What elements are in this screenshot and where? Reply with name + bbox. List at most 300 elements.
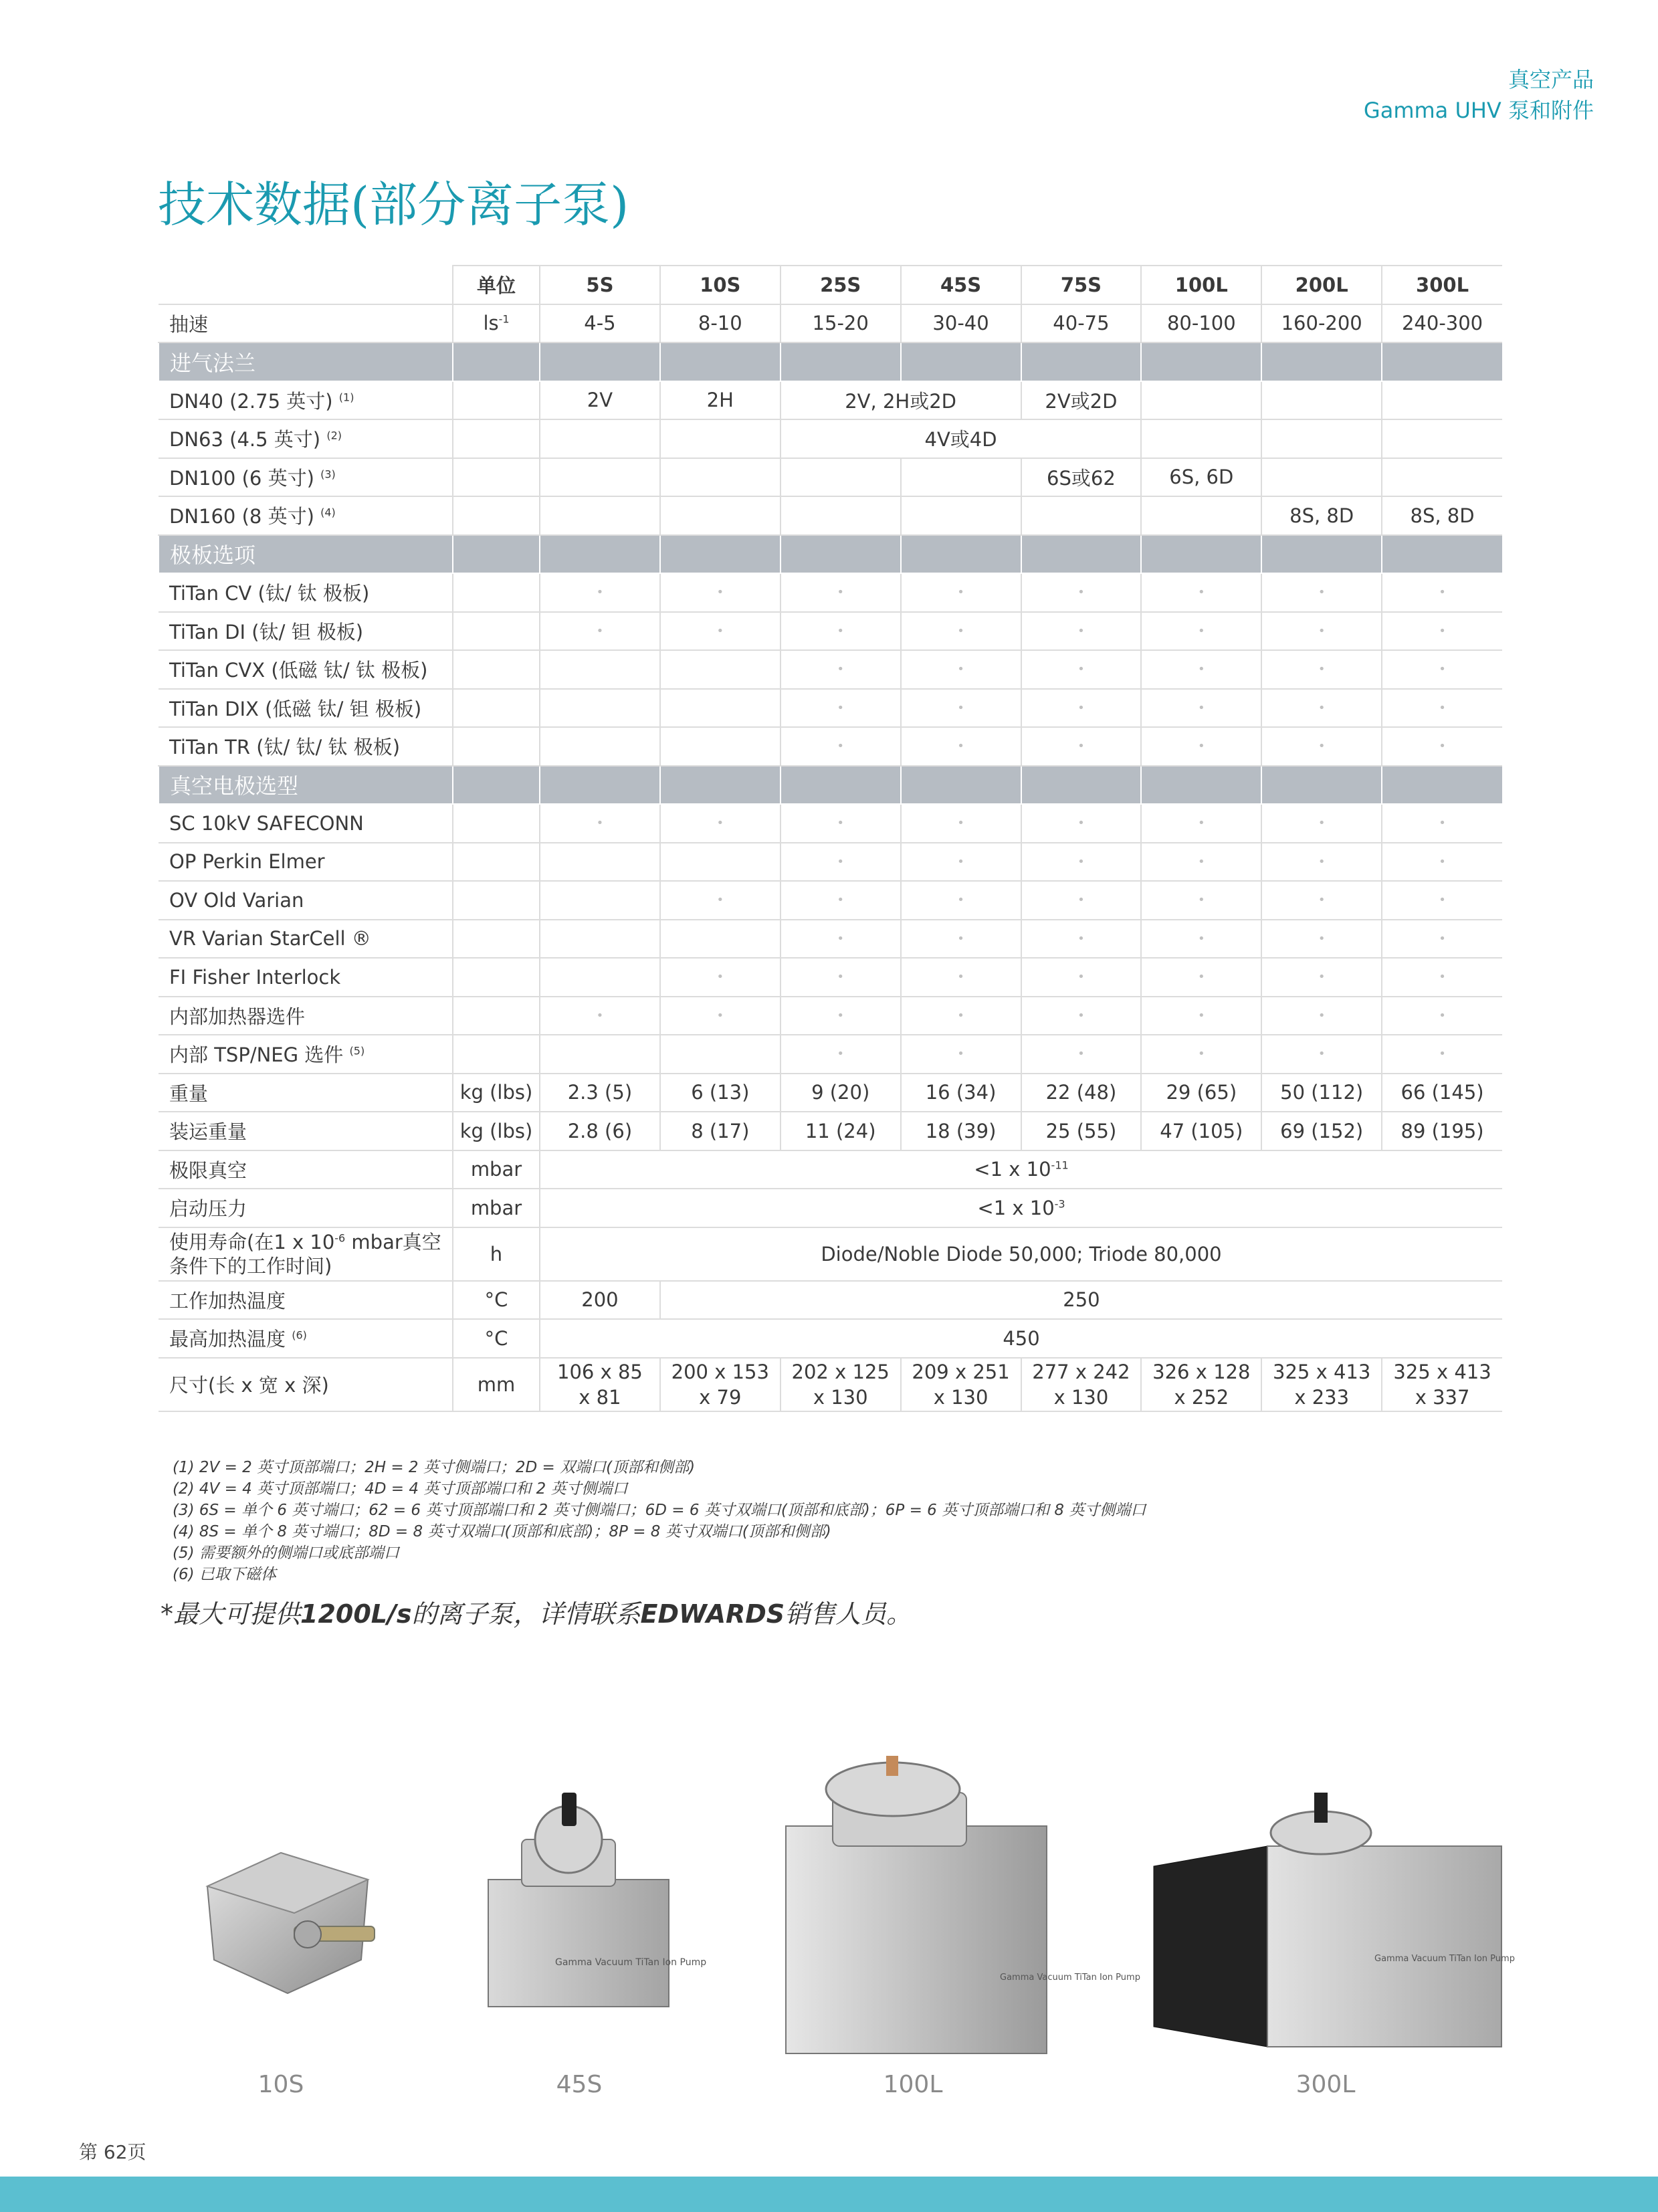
empty-cell (1141, 381, 1261, 420)
flange-value: 6S, 6D (1141, 458, 1261, 497)
availability-dot: • (901, 727, 1021, 766)
section-fill (540, 766, 660, 805)
photo-caption-45s: 45S (556, 2071, 603, 2098)
section-fill (1382, 766, 1502, 805)
table-header-row (159, 266, 1502, 304)
photo-caption-300l: 300L (1296, 2071, 1356, 2098)
dims-line: x 79 (699, 1385, 742, 1409)
row-label-text: 内部 TSP/NEG 选件 (169, 1043, 344, 1067)
unit-cell: kg (lbs) (453, 1074, 540, 1112)
row-label (159, 881, 453, 920)
dims-line: x 81 (579, 1385, 621, 1409)
dims-line: x 130 (813, 1385, 868, 1409)
availability-dot: • (1021, 689, 1142, 728)
section-fill (781, 342, 901, 381)
availability-dot: • (1141, 997, 1261, 1035)
pump-label: Gamma Vacuum TiTan Ion Pump (555, 1957, 707, 1968)
availability-note (161, 1593, 912, 1630)
availability-dot: • (781, 689, 901, 728)
availability-dot: • (901, 573, 1021, 612)
page-title: 技术数据(部分离子泵) (158, 177, 629, 233)
footnote-item: (6) 已取下磁体 (173, 1566, 276, 1583)
unit-cell: mbar (453, 1189, 540, 1227)
section-fill (1141, 766, 1261, 805)
availability-dot: • (660, 804, 781, 843)
section-fill (660, 766, 781, 805)
row-label (159, 1150, 453, 1189)
availability-dot: • (1141, 881, 1261, 920)
section-title: 进气法兰 (159, 342, 453, 381)
row-label-text: 装运重量 (169, 1120, 247, 1144)
row-label-text: TiTan DI (钛/ 钽 极板) (169, 620, 364, 643)
empty-cell (660, 689, 781, 728)
empty-cell (453, 920, 540, 959)
section-fill (901, 766, 1021, 805)
empty-cell (540, 419, 660, 458)
availability-dot: • (660, 881, 781, 920)
row-label (159, 1281, 453, 1320)
ship-weight-value: 2.8 (6) (540, 1112, 660, 1150)
row-label-text: TiTan TR (钛/ 钛/ 钛 极板) (169, 736, 401, 759)
empty-cell (540, 881, 660, 920)
availability-dot: • (901, 997, 1021, 1035)
plate-row (159, 689, 1502, 728)
availability-dot: • (1021, 881, 1142, 920)
dims-value (1021, 1358, 1142, 1411)
availability-dot: • (1141, 612, 1261, 651)
availability-dot: • (781, 997, 901, 1035)
row-label-text: 最高加热温度 (169, 1328, 286, 1351)
pump-10s-image (181, 1826, 395, 2000)
page-number: 第 62页 (79, 2141, 146, 2163)
availability-dot: • (1382, 843, 1502, 882)
empty-cell (660, 458, 781, 497)
empty-cell (453, 1035, 540, 1074)
row-label (159, 843, 453, 882)
availability-dot: • (1021, 804, 1142, 843)
dims-value (781, 1358, 901, 1411)
row-label (159, 1035, 453, 1074)
model-header: 100L (1141, 266, 1261, 304)
availability-dot: • (1141, 1035, 1261, 1074)
unit-cell: h (453, 1227, 540, 1281)
availability-dot: • (901, 612, 1021, 651)
section-fill (660, 535, 781, 574)
ship-weight-value: 69 (152) (1261, 1112, 1382, 1150)
row-label (159, 689, 453, 728)
header-category: 真空产品 (1508, 67, 1594, 92)
footnote-item: (5) 需要额外的侧端口或底部端口 (173, 1544, 399, 1562)
availability-dot: • (1261, 689, 1382, 728)
electrode-row (159, 958, 1502, 997)
availability-dot: • (1261, 612, 1382, 651)
note-text: 的离子泵，详情联系 (411, 1599, 641, 1629)
availability-dot: • (901, 1035, 1021, 1074)
row-label-text: 极限真空 (169, 1159, 247, 1182)
footnote-item: (4) 8S = 单个 8 英寸端口；8D = 8 英寸双端口(顶部和底部)；8P = 8 英寸双端口(顶部和侧部) (173, 1523, 831, 1540)
model-header: 300L (1382, 266, 1502, 304)
row-label (159, 958, 453, 997)
weight-value: 2.3 (5) (540, 1074, 660, 1112)
photo-caption-10s: 10S (257, 2071, 304, 2098)
availability-dot: • (1021, 727, 1142, 766)
availability-dot: • (1382, 804, 1502, 843)
plate-row (159, 612, 1502, 651)
availability-dot: • (1261, 843, 1382, 882)
model-header: 45S (901, 266, 1021, 304)
row-label (159, 573, 453, 612)
row-label (159, 304, 453, 343)
value-base: <1 x 10 (977, 1196, 1055, 1219)
pump-label: Gamma Vacuum TiTan Ion Pump (1000, 1973, 1140, 1983)
empty-cell (453, 958, 540, 997)
flange-value: 8S, 8D (1261, 496, 1382, 535)
plate-row (159, 573, 1502, 612)
availability-dot: • (1382, 958, 1502, 997)
availability-dot: • (1141, 843, 1261, 882)
empty-cell (453, 573, 540, 612)
empty-cell (540, 920, 660, 959)
availability-dot: • (901, 843, 1021, 882)
row-label (159, 1189, 453, 1227)
empty-cell (453, 496, 540, 535)
availability-dot: • (1382, 612, 1502, 651)
dims-line: x 130 (1053, 1385, 1109, 1409)
availability-dot: • (781, 727, 901, 766)
model-header: 25S (781, 266, 901, 304)
availability-dot: • (1382, 650, 1502, 689)
section-fill (1021, 766, 1142, 805)
row-label-text: 条件下的工作时间) (169, 1254, 332, 1278)
availability-dot: • (1261, 573, 1382, 612)
unit-cell: mm (453, 1358, 540, 1411)
empty-cell (540, 650, 660, 689)
temp-value: 250 (660, 1281, 1502, 1320)
section-fill (781, 535, 901, 574)
unit-cell: kg (lbs) (453, 1112, 540, 1150)
weight-value: 50 (112) (1261, 1074, 1382, 1112)
empty-cell (540, 843, 660, 882)
page-header (1364, 64, 1594, 126)
row-label-text: TiTan CV (钛/ 钛 极板) (169, 582, 370, 605)
availability-dot: • (1382, 727, 1502, 766)
speed-value: 240-300 (1382, 304, 1502, 343)
availability-dot: • (1021, 997, 1142, 1035)
value-exponent: -3 (1054, 1197, 1065, 1211)
availability-dot: • (1382, 573, 1502, 612)
availability-dot: • (781, 804, 901, 843)
electrode-row (159, 920, 1502, 959)
availability-dot: • (1141, 689, 1261, 728)
empty-cell (660, 920, 781, 959)
dn63-row (159, 419, 1502, 458)
start-value (540, 1189, 1502, 1227)
availability-dot: • (1382, 689, 1502, 728)
availability-dot: • (1141, 958, 1261, 997)
availability-dot: • (1261, 804, 1382, 843)
availability-dot: • (1141, 804, 1261, 843)
unit-header: 单位 (453, 266, 540, 304)
availability-dot: • (660, 612, 781, 651)
op-temp-row (159, 1281, 1502, 1320)
section-fill (1021, 342, 1142, 381)
availability-dot: • (781, 843, 901, 882)
dims-line: 326 x 128 (1152, 1360, 1251, 1383)
availability-dot: • (660, 573, 781, 612)
dims-line: 325 x 413 (1393, 1360, 1491, 1383)
section-title: 真空电极选型 (159, 766, 453, 805)
empty-cell (660, 650, 781, 689)
empty-cell (453, 997, 540, 1035)
empty-cell (1261, 381, 1382, 420)
availability-dot: • (540, 612, 660, 651)
section-plates (159, 535, 1502, 574)
section-fill (901, 342, 1021, 381)
availability-dot: • (781, 573, 901, 612)
row-label-text: FI Fisher Interlock (169, 965, 341, 989)
availability-dot: • (1261, 881, 1382, 920)
availability-dot: • (1261, 997, 1382, 1035)
availability-dot: • (1021, 612, 1142, 651)
dims-value (540, 1358, 660, 1411)
model-header: 5S (540, 266, 660, 304)
empty-cell (453, 727, 540, 766)
flange-value: 4V或4D (781, 419, 1142, 458)
dims-value (660, 1358, 781, 1411)
empty-cell (1141, 419, 1261, 458)
availability-dot: • (1382, 997, 1502, 1035)
dims-value (1141, 1358, 1261, 1411)
empty-cell (453, 843, 540, 882)
label-exponent: -6 (334, 1231, 346, 1244)
row-label (159, 997, 453, 1035)
note-speed: 1200L/s (300, 1599, 412, 1629)
row-label-text: mbar真空 (345, 1230, 441, 1253)
availability-dot: • (901, 881, 1021, 920)
row-label (159, 1319, 453, 1358)
row-label-text: 内部加热器选件 (169, 1005, 306, 1028)
availability-dot: • (781, 1035, 901, 1074)
row-label (159, 727, 453, 766)
section-fill (453, 342, 540, 381)
row-label-text: 尺寸(长 x 宽 x 深) (169, 1374, 329, 1397)
flange-value: 2V (540, 381, 660, 420)
footnote-item: (3) 6S = 单个 6 英寸端口；62 = 6 英寸顶部端口和 2 英寸侧端口；6D = 6 英寸双端口(顶部和底部)；6P = 6 英寸顶部端口和 8 英寸侧端口 (173, 1502, 1146, 1519)
weight-value: 9 (20) (781, 1074, 901, 1112)
ship-weight-value: 18 (39) (901, 1112, 1021, 1150)
life-row (159, 1227, 1502, 1281)
row-label (159, 381, 453, 420)
speed-value: 40-75 (1021, 304, 1142, 343)
temp-value: 450 (540, 1319, 1502, 1358)
model-header: 75S (1021, 266, 1142, 304)
empty-cell (540, 458, 660, 497)
speed-value: 8-10 (660, 304, 781, 343)
electrode-row (159, 804, 1502, 843)
max-temp-row (159, 1319, 1502, 1358)
availability-dot: • (901, 920, 1021, 959)
dims-line: 277 x 242 (1032, 1360, 1130, 1383)
availability-dot: • (1141, 727, 1261, 766)
availability-dot: • (1021, 958, 1142, 997)
electrode-row (159, 881, 1502, 920)
empty-cell (453, 612, 540, 651)
footnote-item: (1) 2V = 2 英寸顶部端口；2H = 2 英寸侧端口；2D = 双端口(顶部和侧部) (173, 1459, 696, 1476)
row-label-text: OV Old Varian (169, 888, 304, 912)
availability-dot: • (901, 958, 1021, 997)
weight-value: 6 (13) (660, 1074, 781, 1112)
speed-value: 160-200 (1261, 304, 1382, 343)
flange-value: 8S, 8D (1382, 496, 1502, 535)
row-label (159, 419, 453, 458)
footnote-ref: (4) (320, 506, 336, 519)
pump-45s-image (468, 1786, 707, 2013)
empty-cell (1382, 419, 1502, 458)
section-fill (1141, 535, 1261, 574)
header-subcategory: Gamma UHV 泵和附件 (1363, 98, 1594, 123)
empty-cell (453, 804, 540, 843)
unit-cell (453, 304, 540, 343)
availability-dot: • (1021, 1035, 1142, 1074)
ship-weight-value: 8 (17) (660, 1112, 781, 1150)
note-text: 销售人员。 (785, 1599, 912, 1629)
photo-caption-100l: 100L (883, 2071, 943, 2098)
dims-row (159, 1358, 1502, 1411)
value-base: <1 x 10 (974, 1158, 1051, 1181)
empty-cell (660, 419, 781, 458)
footnote-ref: (3) (320, 468, 336, 481)
dims-line: x 233 (1294, 1385, 1350, 1409)
weight-value: 22 (48) (1021, 1074, 1142, 1112)
flange-value: 2V, 2H或2D (781, 381, 1021, 420)
pump-100l-image (779, 1752, 1140, 2060)
row-label (159, 612, 453, 651)
row-label-text: DN100 (6 英寸) (169, 466, 314, 490)
flange-value: 2H (660, 381, 781, 420)
life-value: Diode/Noble Diode 50,000; Triode 80,000 (540, 1227, 1502, 1281)
empty-cell (540, 496, 660, 535)
footnotes (173, 1457, 1146, 1585)
availability-dot: • (1141, 650, 1261, 689)
unit-exponent: -1 (498, 312, 510, 326)
ultimate-row (159, 1150, 1502, 1189)
dims-value (1382, 1358, 1502, 1411)
empty-cell (1382, 458, 1502, 497)
row-label (159, 496, 453, 535)
ship-weight-value: 89 (195) (1382, 1112, 1502, 1150)
empty-cell (453, 458, 540, 497)
empty-cell (901, 458, 1021, 497)
model-header: 200L (1261, 266, 1382, 304)
availability-dot: • (1382, 920, 1502, 959)
availability-dot: • (1021, 920, 1142, 959)
availability-dot: • (540, 804, 660, 843)
speed-row (159, 304, 1502, 343)
dims-line: x 252 (1174, 1385, 1229, 1409)
empty-cell (660, 843, 781, 882)
section-fill (1021, 535, 1142, 574)
row-label-text: VR Varian StarCell ® (169, 927, 371, 950)
empty-cell (1261, 458, 1382, 497)
row-label-text: 启动压力 (169, 1197, 247, 1221)
speed-value: 4-5 (540, 304, 660, 343)
footnote-item: (2) 4V = 4 英寸顶部端口；4D = 4 英寸顶部端口和 2 英寸侧端口 (173, 1480, 628, 1498)
empty-cell (540, 689, 660, 728)
section-fill (540, 535, 660, 574)
empty-cell (1021, 496, 1142, 535)
electrode-row (159, 997, 1502, 1035)
dn100-row (159, 458, 1502, 497)
empty-cell (453, 650, 540, 689)
empty-cell (540, 958, 660, 997)
row-label-text: DN160 (8 英寸) (169, 505, 314, 528)
ship-weight-value: 47 (105) (1141, 1112, 1261, 1150)
dn40-row (159, 381, 1502, 420)
availability-dot: • (781, 650, 901, 689)
row-label-text: 抽速 (169, 312, 209, 336)
electrode-row (159, 1035, 1502, 1074)
pump-label: Gamma Vacuum TiTan Ion Pump (1374, 1954, 1515, 1964)
row-label (159, 1112, 453, 1150)
availability-dot: • (540, 997, 660, 1035)
section-fill (540, 342, 660, 381)
footer-band (0, 2177, 1658, 2212)
row-label (159, 458, 453, 497)
row-label-text: 工作加热温度 (169, 1289, 286, 1312)
temp-value: 200 (540, 1281, 660, 1320)
availability-dot: • (660, 958, 781, 997)
dn160-row (159, 496, 1502, 535)
section-fill (781, 766, 901, 805)
empty-cell (159, 266, 453, 304)
section-inlet (159, 342, 1502, 381)
availability-dot: • (901, 689, 1021, 728)
unit-cell: mbar (453, 1150, 540, 1189)
note-text: *最大可提供 (161, 1599, 301, 1629)
row-label-text: DN63 (4.5 英寸) (169, 428, 321, 451)
empty-cell (1141, 496, 1261, 535)
availability-dot: • (781, 920, 901, 959)
availability-dot: • (901, 804, 1021, 843)
spec-table (158, 265, 1502, 1412)
section-fill (1382, 535, 1502, 574)
empty-cell (1382, 381, 1502, 420)
dims-line: 325 x 413 (1273, 1360, 1371, 1383)
availability-dot: • (540, 573, 660, 612)
footnote-ref: (1) (338, 391, 354, 404)
availability-dot: • (1261, 958, 1382, 997)
dims-value (1261, 1358, 1382, 1411)
electrode-row (159, 843, 1502, 882)
empty-cell (660, 727, 781, 766)
section-fill (453, 766, 540, 805)
model-header: 10S (660, 266, 781, 304)
dims-line: x 337 (1415, 1385, 1470, 1409)
availability-dot: • (781, 881, 901, 920)
row-label-text: OP Perkin Elmer (169, 850, 325, 874)
section-fill (1141, 342, 1261, 381)
availability-dot: • (1261, 727, 1382, 766)
dims-line: 202 x 125 (791, 1360, 890, 1383)
section-title: 极板选项 (159, 535, 453, 574)
plate-row (159, 727, 1502, 766)
empty-cell (660, 1035, 781, 1074)
dims-line: 106 x 85 (557, 1360, 643, 1383)
empty-cell (901, 496, 1021, 535)
row-label-text: 重量 (169, 1082, 209, 1105)
empty-cell (540, 727, 660, 766)
availability-dot: • (1382, 881, 1502, 920)
